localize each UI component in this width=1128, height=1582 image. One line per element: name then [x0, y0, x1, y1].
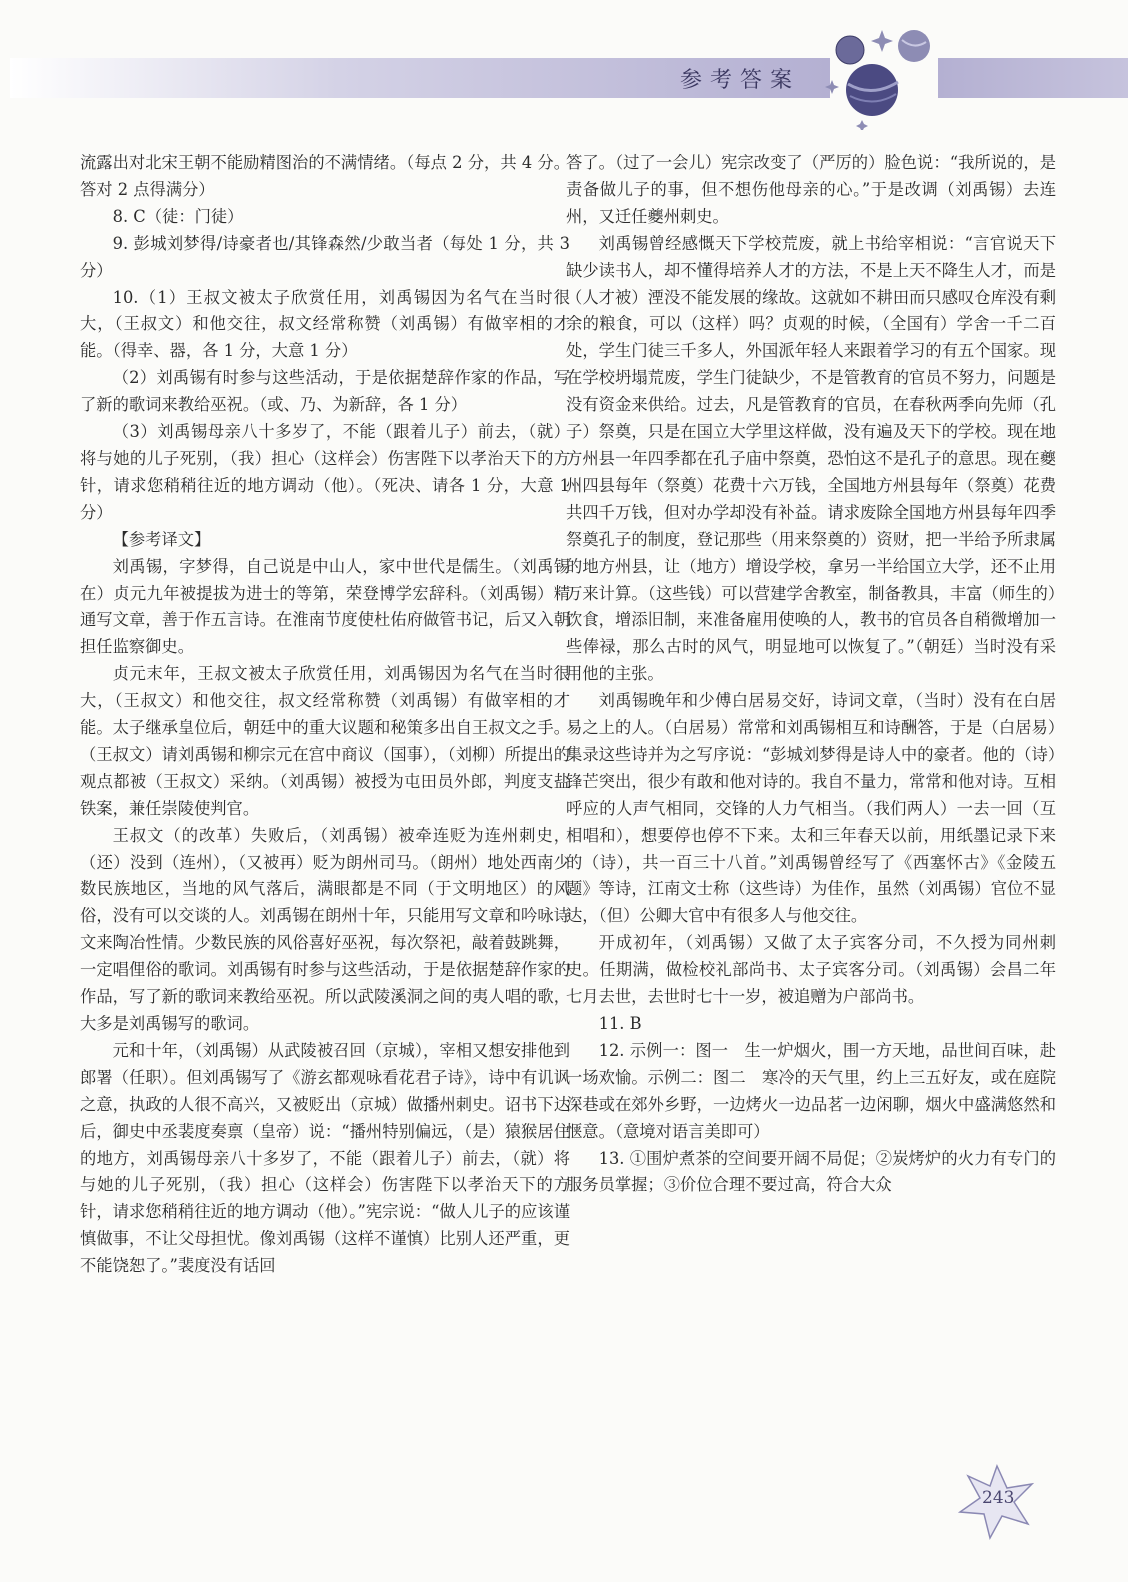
- right-column: [566, 150, 1056, 1199]
- paragraph: 开成初年，（刘禹锡）又做了太子宾客分司，不久授为同州刺史。任期满，做检校礼部尚书、太子宾客分司。（刘禹锡）会昌二年七月去世，去世时七十一岁，被追赠为户部尚书。: [566, 933, 1056, 1007]
- page-number: 243: [982, 1488, 1015, 1508]
- paragraph: 元和十年，（刘禹锡）从武陵被召回（京城），宰相又想安排他到郎署（任职）。但刘禹锡写了《游玄都观咏看花君子诗》，诗中有讥讽之意，执政的人很不高兴，又被贬出（京城）做播州刺史。诏书下达后，御史中丞裴度奏禀（皇帝）说：“播州特别偏远，（是）猿猴居住的地方，刘禹锡母亲八十多岁了，不能（跟着儿子）前去，（就）将与她的儿子死别，（我）担心（这样会）伤害陛下以孝治天下的方针，请求您稍稍往近的地方调动（他）。”宪宗说：“做人儿子的应该谨慎做事，不让父母担忧。像刘禹锡（这样不谨慎）比别人还严重，更不能饶恕了。”裴度没有话回: [80, 1040, 570, 1276]
- left-column: [80, 150, 570, 1280]
- paragraph: 12. 示例一：图一 生一炉烟火，围一方天地，品世间百味，赴一场欢愉。示例二：图二 寒冷的天气里，约上三五好友，或在庭院深巷或在郊外乡野，一边烤火一边品茗一边闲聊，烟火中盛满悠然和惬意。（意境对语言美即可）: [566, 1040, 1056, 1141]
- paragraph: （3）刘禹锡母亲八十多岁了，不能（跟着儿子）前去，（就）将与她的儿子死别，（我）担心（这样会）伤害陛下以孝治天下的方针，请求您稍稍往近的地方调动（他）。（死决、请各 1 分，大意 1 分）: [80, 422, 570, 522]
- section-heading: 【参考译文】: [112, 529, 211, 549]
- paragraph: 11. B: [598, 1014, 642, 1033]
- paragraph: 刘禹锡晚年和少傅白居易交好，诗词文章，（当时）没有在白居易之上的人。（白居易）常常和刘禹锡相互和诗酬答，于是（白居易）集录这些诗并为之写序说：“彭城刘梦得是诗人中的豪者。他的（诗）锋芒突出，很少有敢和他对诗的。我自不量力，常常和他对诗。互相呼应的人声气相同，交锋的人力气相当。（我们两人）一去一回（互相唱和），想要停也停不下来。太和三年春天以前，用纸墨记录下来的（诗），共一百三十八首。”刘禹锡曾经写了《西塞怀古》《金陵五题》等诗，江南文士称（这些诗）为佳作，虽然（刘禹锡）官位不显达，（但）公卿大官中有很多人与他交往。: [566, 691, 1056, 926]
- paragraph: （2）刘禹锡有时参与这些活动，于是依据楚辞作家的作品，写了新的歌词来教给巫祝。（或、乃、为新辞，各 1 分）: [80, 368, 570, 415]
- paragraph: 13. ①围炉煮茶的空间要开阔不局促；②炭烤炉的火力有专门的服务员掌握；③价位合理不要过高，符合大众: [566, 1148, 1056, 1195]
- header-band-right: [938, 58, 1128, 98]
- planets-decoration-icon: [822, 20, 942, 130]
- paragraph: 流露出对北宋王朝不能励精图治的不满情绪。（每点 2 分，共 4 分。答对 2 点得满分）: [80, 153, 570, 199]
- paragraph: 8. C（徒：门徒）: [112, 206, 244, 226]
- paragraph: 刘禹锡，字梦得，自己说是中山人，家中世代是儒生。（刘禹锡在）贞元九年被提拔为进士的等第，荣登博学宏辞科。（刘禹锡）精通写文章，善于作五言诗。在淮南节度使杜佑府做管书记，后又入朝担任监察御史。: [80, 556, 570, 657]
- paragraph: 9. 彭城刘梦得/诗豪者也/其锋森然/少敢当者（每处 1 分，共 3 分）: [80, 233, 570, 280]
- paragraph: 刘禹锡曾经感慨天下学校荒废，就上书给宰相说：“言官说天下缺少读书人，却不懂得培养人才的方法，不是上天不降生人才，而是（人才被）湮没不能发展的缘故。这就如不耕田而只感叹仓库没有剩余的粮食，可以（这样）吗？贞观的时候，（全国有）学舍一千二百处，学生门徒三千多人，外国派年轻人来跟着学习的有五个国家。现在学校坍塌荒废，学生门徒缺少，不是管教育的官员不努力，问题是没有资金来供给。过去，凡是管教育的官员，在春秋两季向先师（孔子）祭奠，只是在国立大学里这样做，没有遍及天下的学校。现在地方州县一年四季都在孔子庙中祭奠，恐怕这不是孔子的意思。现在夔州四县每年（祭奠）花费十六万钱，全国地方州县每年（祭奠）花费共四千万钱，但对办学却没有补益。请求废除全国地方州县每年四季祭奠孔子的制度，登记那些（用来祭奠的）资财，把一半给予所隶属的地方州县，让（地方）增设学校，拿另一半给国立大学，还不止用万来计算。（这些钱）可以营建学舍教室，制备教具，丰富（师生的）饮食，增添旧制，来准备雇用使唤的人，教书的官员各自稍微增加一些俸禄，那么古时的风气，明显地可以恢复了。”（朝廷）当时没有采用他的主张。: [566, 233, 1056, 684]
- paragraph: 王叔文（的改革）失败后，（刘禹锡）被牵连贬为连州刺史，（还）没到（连州），（又被再）贬为朗州司马。（朗州）地处西南少数民族地区，当地的风气落后，满眼都是不同（于文明地区）的风俗，没有可以交谈的人。刘禹锡在朗州十年，只能用写文章和吟咏诗文来陶冶性情。少数民族的风俗喜好巫祝，每次祭祀，敲着鼓跳舞，一定唱俚俗的歌词。刘禹锡有时参与这些活动，于是依据楚辞作家的作品，写了新的歌词来教给巫祝。所以武陵溪洞之间的夷人唱的歌，大多是刘禹锡写的歌词。: [80, 825, 570, 1033]
- paragraph: 10.（1）王叔文被太子欣赏任用，刘禹锡因为名气在当时很大，（王叔文）和他交往，叔文经常称赞（刘禹锡）有做宰相的才能。（得幸、器，各 1 分，大意 1 分）: [80, 287, 570, 361]
- paragraph: 答了。（过了一会儿）宪宗改变了（严厉的）脸色说：“我所说的，是责备做儿子的事，但不想伤他母亲的心。”于是改调（刘禹锡）去连州，又迁任夔州刺史。: [566, 153, 1056, 226]
- page-header-title: 参考答案: [680, 68, 801, 93]
- paragraph: 贞元末年，王叔文被太子欣赏任用，刘禹锡因为名气在当时很大，（王叔文）和他交往，叔文经常称赞（刘禹锡）有做宰相的才能。太子继承皇位后，朝廷中的重大议题和秘策多出自王叔文之手。（王叔文）请刘禹锡和柳宗元在宫中商议（国事），（刘柳）所提出的观点都被（王叔文）采纳。（刘禹锡）被授为屯田员外郎，判度支盐铁案，兼任崇陵使判官。: [80, 664, 570, 818]
